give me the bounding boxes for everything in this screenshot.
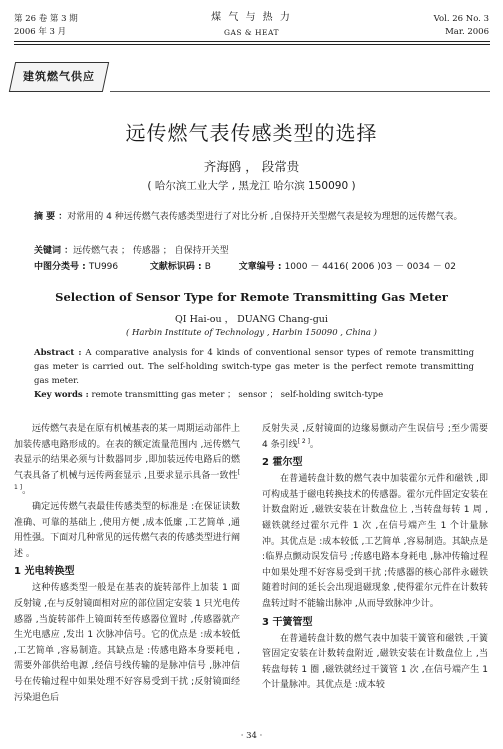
header-date-cn: 2006 年 3 月 [14, 27, 67, 37]
body-text: 反射失灵 ,反射镜面的边缘易颤动产生误信号 ;至少需要 4 条引线 [262, 424, 488, 450]
citation-ref: [ 1 ] [14, 468, 240, 492]
body-text: 远传燃气表是在原有机械基表的某一周期运动部件上加装传感电路形成的。在表的额定流量范围内 ,远传燃气表显示的结果必须与计数器同步 ,即加装远传电路后的燃气表具备了机械与远传两套显示 ,且要求显示具备一致性 [14, 424, 240, 481]
body-paragraph: 在普通转盘计数的燃气表中加装干簧管和磁铁 ,干簧管固定安装在计数转盘附近 ,磁铁安装在计数盘位上 ,当转盘每转 1 圈 ,磁铁就经过干簧管 1 次 ,在信号端产生 1 个计量脉冲。其优点是 :成本较 [262, 633, 488, 691]
abstract-en-text: A comparative analysis for 4 kinds of conventional sensor types of remote transmitting gas meter is carried out. The self-holding switch-type gas meter is the perfect remote transmitting gas meter. [34, 348, 475, 386]
keywords-en-label: Key words : [34, 390, 89, 400]
clc-label: 中图分类号 : [34, 262, 89, 272]
header-date-en: Mar. 2006 [445, 27, 489, 37]
doc-code-value: B [204, 262, 211, 272]
keywords-cn [34, 244, 474, 259]
article-title-cn: 远传燃气表传感类型的选择 [125, 121, 378, 145]
body-paragraph: 在普通转盘计数的燃气表中加装霍尔元件和磁铁 ,即可构成基于磁电转换技术的传感器。霍尔元件固定安装在计数盘附近 ,磁铁安装在计数盘位上 ,当转盘每转 1 周 ,磁铁就经过霍尔元件 1 次 ,在信号端产生 1 个计量脉冲。其优点是 :成本较低 ,工艺简单 ,容易制造。其缺点是 :临界点颤动误发信号 ;传感电路本身耗电 ,脉冲传输过程中如果处理不好容易受到干扰 ;传感器的核心部件永磁铁随着时间的延长会出现退磁现象 ,使得霍尔元件在计数转盘转过时不能输出脉冲 ,从而导致脉冲少计。 [262, 474, 488, 609]
body-paragraph [262, 422, 488, 453]
section-heading: 1 光电转换型 [14, 566, 75, 578]
body-left-column [14, 422, 240, 706]
column-tag-label: 建筑燃气供应 [23, 70, 95, 83]
header-journal-cn: 煤 气 与 热 力 [211, 12, 292, 23]
body-text: 。 [22, 486, 32, 497]
affiliation-en: ( Harbin Institute of Technology , Harbin 150090 , China ) [126, 328, 377, 338]
body-paragraph [14, 422, 240, 500]
citation-ref: [ 2 ] [297, 437, 310, 445]
abstract-en [34, 346, 474, 388]
authors-en: QI Hai-ou ， DUANG Chang-gui [175, 314, 328, 325]
authors-cn: 齐海鸥 ， 段常贵 [203, 159, 300, 174]
keywords-en-text: remote transmitting gas meter ； sensor ； self-holding switch-type [91, 390, 384, 400]
clc-value: TU996 [88, 262, 119, 272]
column-tag-rule [110, 91, 490, 92]
article-no-value: 1000 － 4416( 2006 )03 － 0034 － 02 [284, 262, 457, 272]
body-right-column [262, 422, 488, 694]
body-paragraph: 这种传感类型一般是在基表的旋转部件上加装 1 面反射镜 ,在与反射镜面相对应的部位固定安装 1 只光电传感器 ,当旋转部件上镜面转至传感器位置时 ,传感器就产生光电感应 ,发出 1 次脉冲信号。它的优点是 :成本较低 ,工艺简单 ,容易制造。其缺点是 :传感电路本身要耗电 ,需要外部供给电源 ,经信号线传输的是脉冲信号 ,脉冲信号在传输过程中如果处理不好容易受到干扰 ;反射镜面经污染退色后 [14, 583, 240, 703]
keywords-cn-label: 关键词 ： [34, 246, 74, 256]
header-rule-bottom [14, 44, 490, 45]
keywords-en [34, 388, 474, 402]
header-rule-top [14, 41, 490, 42]
doc-code-label: 文献标识码 : [149, 262, 205, 272]
article-no-label: 文章编号 : [238, 262, 285, 272]
page-number: · 34 · [240, 731, 263, 741]
abstract-cn-text: 对常用的 4 种远传燃气表传感类型进行了对比分析 ,自保持开关型燃气表是较为理想的远传燃气表。 [67, 212, 463, 222]
affiliation-cn: ( 哈尔滨工业大学 , 黑龙江 哈尔滨 150090 ) [147, 180, 356, 192]
header-journal-en: GAS & HEAT [223, 28, 279, 37]
keywords-cn-text: 远传燃气表 ； 传感器 ； 自保持开关型 [73, 246, 229, 256]
article-title-en: Selection of Sensor Type for Remote Transmitting Gas Meter [55, 290, 448, 304]
abstract-cn-label: 摘 要 ： [34, 212, 68, 222]
header-volume-issue: 第 26 卷 第 3 期 [14, 14, 78, 24]
section-heading: 3 干簧管型 [262, 616, 313, 628]
abstract-en-label: Abstract : [34, 348, 82, 358]
body-text: 。 [309, 439, 319, 450]
abstract-cn [34, 210, 474, 225]
section-heading: 2 霍尔型 [262, 457, 303, 469]
column-tag [9, 62, 109, 92]
classification-line [34, 260, 474, 275]
header-volume-issue-en: Vol. 26 No. 3 [433, 14, 489, 24]
body-paragraph: 确定远传燃气表最佳传感类型的标准是 :在保证读数准确、可靠的基础上 ,使用方便 ,成本低廉 ,工艺简单 ,通用性强。下面对几种常见的远传燃气表的传感类型进行阐述 。 [14, 501, 240, 559]
